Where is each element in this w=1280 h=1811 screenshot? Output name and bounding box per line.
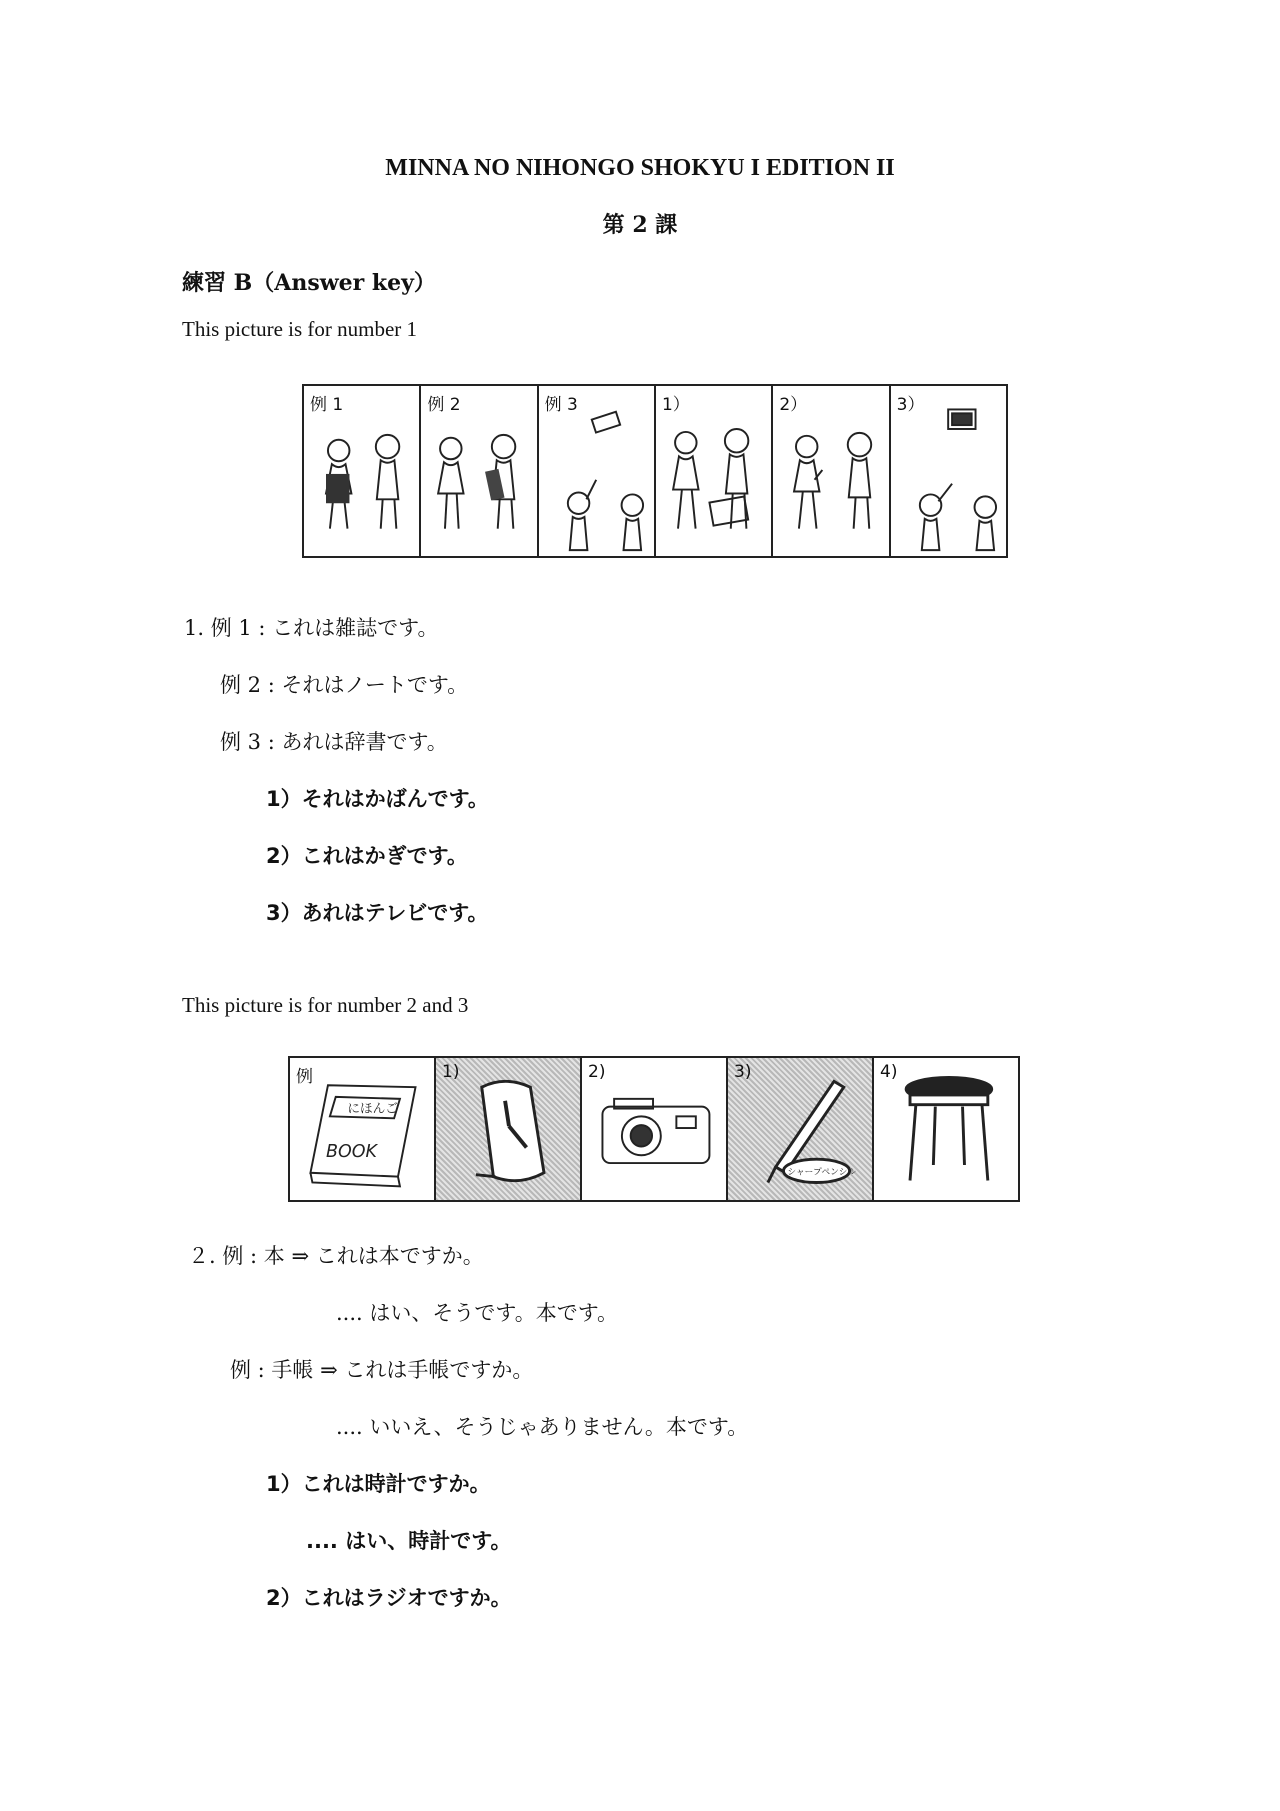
camera-illustration (582, 1058, 726, 1200)
q2-example-2: 例 : 手帳 ⇒ これは手帳ですか。 (230, 1358, 534, 1382)
lesson-number: 第 2 課 (602, 212, 678, 238)
q1-answer-3: 3）あれはテレビです。 (266, 901, 489, 925)
picture1-panel-2 (773, 386, 890, 556)
picture1-intro: This picture is for number 1 (182, 317, 418, 341)
picture2-panel-2 (582, 1058, 728, 1200)
q2-answer-1: 1）これは時計ですか。 (266, 1472, 491, 1496)
picture1-panel-ex2 (421, 386, 538, 556)
panel-label: 1） (661, 395, 690, 415)
people-bag-illustration (656, 386, 771, 556)
people-dictionary-illustration (539, 386, 654, 556)
picture1-panel-1 (656, 386, 773, 556)
picture2-intro: This picture is for number 2 and 3 (182, 993, 469, 1017)
panel-label: 2) (588, 1062, 606, 1082)
panel-label: 例 2 (427, 395, 461, 415)
panel-label: 例 (296, 1067, 313, 1087)
q1-example-3: 例 3 : あれは辞書です。 (220, 730, 448, 754)
clock-illustration (436, 1058, 580, 1200)
q1-answer-1: 1）それはかばんです。 (266, 787, 489, 811)
people-magazine-illustration (304, 386, 419, 556)
q2-example-1: ２. 例 : 本 ⇒ これは本ですか。 (188, 1244, 484, 1268)
picture1-strip (302, 384, 1008, 558)
picture1-panel-3 (891, 386, 1006, 556)
picture1-panel-ex1 (304, 386, 421, 556)
stool-illustration (874, 1058, 1018, 1200)
picture2-panel-1 (436, 1058, 582, 1200)
panel-label: 例 3 (544, 395, 578, 415)
picture2-panel-4 (874, 1058, 1018, 1200)
q2-answer-1-reply: .... はい、時計です。 (306, 1529, 512, 1553)
q1-example-2: 例 2 : それはノートです。 (220, 673, 469, 697)
panel-label: 4) (880, 1062, 898, 1082)
people-tv-illustration (891, 386, 1006, 556)
section-heading: 練習 B（Answer key） (182, 270, 436, 296)
panel-label: 2） (779, 395, 808, 415)
mechanical-pencil-illustration (728, 1058, 872, 1200)
pencil-label: シャープペンシル (787, 1167, 856, 1178)
picture2-strip (288, 1056, 1020, 1202)
panel-label: 3) (734, 1062, 752, 1082)
q2-answer-2: 2）これはラジオですか。 (266, 1586, 512, 1610)
book-label-jp: にほんご (347, 1100, 398, 1116)
panel-label: 3） (896, 395, 925, 415)
book-label-en: BOOK (326, 1142, 378, 1163)
people-key-illustration (773, 386, 888, 556)
q2-example-1-reply: .... はい、そうです。本です。 (336, 1301, 619, 1325)
q1-answer-2: 2）これはかぎです。 (266, 844, 468, 868)
q1-example-1: 1. 例 1 : これは雑誌です。 (184, 616, 439, 640)
panel-label: 1) (442, 1062, 460, 1082)
q2-example-2-reply: .... いいえ、そうじゃありません。本です。 (336, 1415, 749, 1439)
picture2-panel-3 (728, 1058, 874, 1200)
picture2-panel-ex (290, 1058, 436, 1200)
book-illustration (290, 1058, 434, 1200)
panel-label: 例 1 (310, 395, 344, 415)
picture1-panel-ex3 (539, 386, 656, 556)
document-title: MINNA NO NIHONGO SHOKYU I EDITION II (385, 155, 895, 181)
people-notebook-illustration (421, 386, 536, 556)
